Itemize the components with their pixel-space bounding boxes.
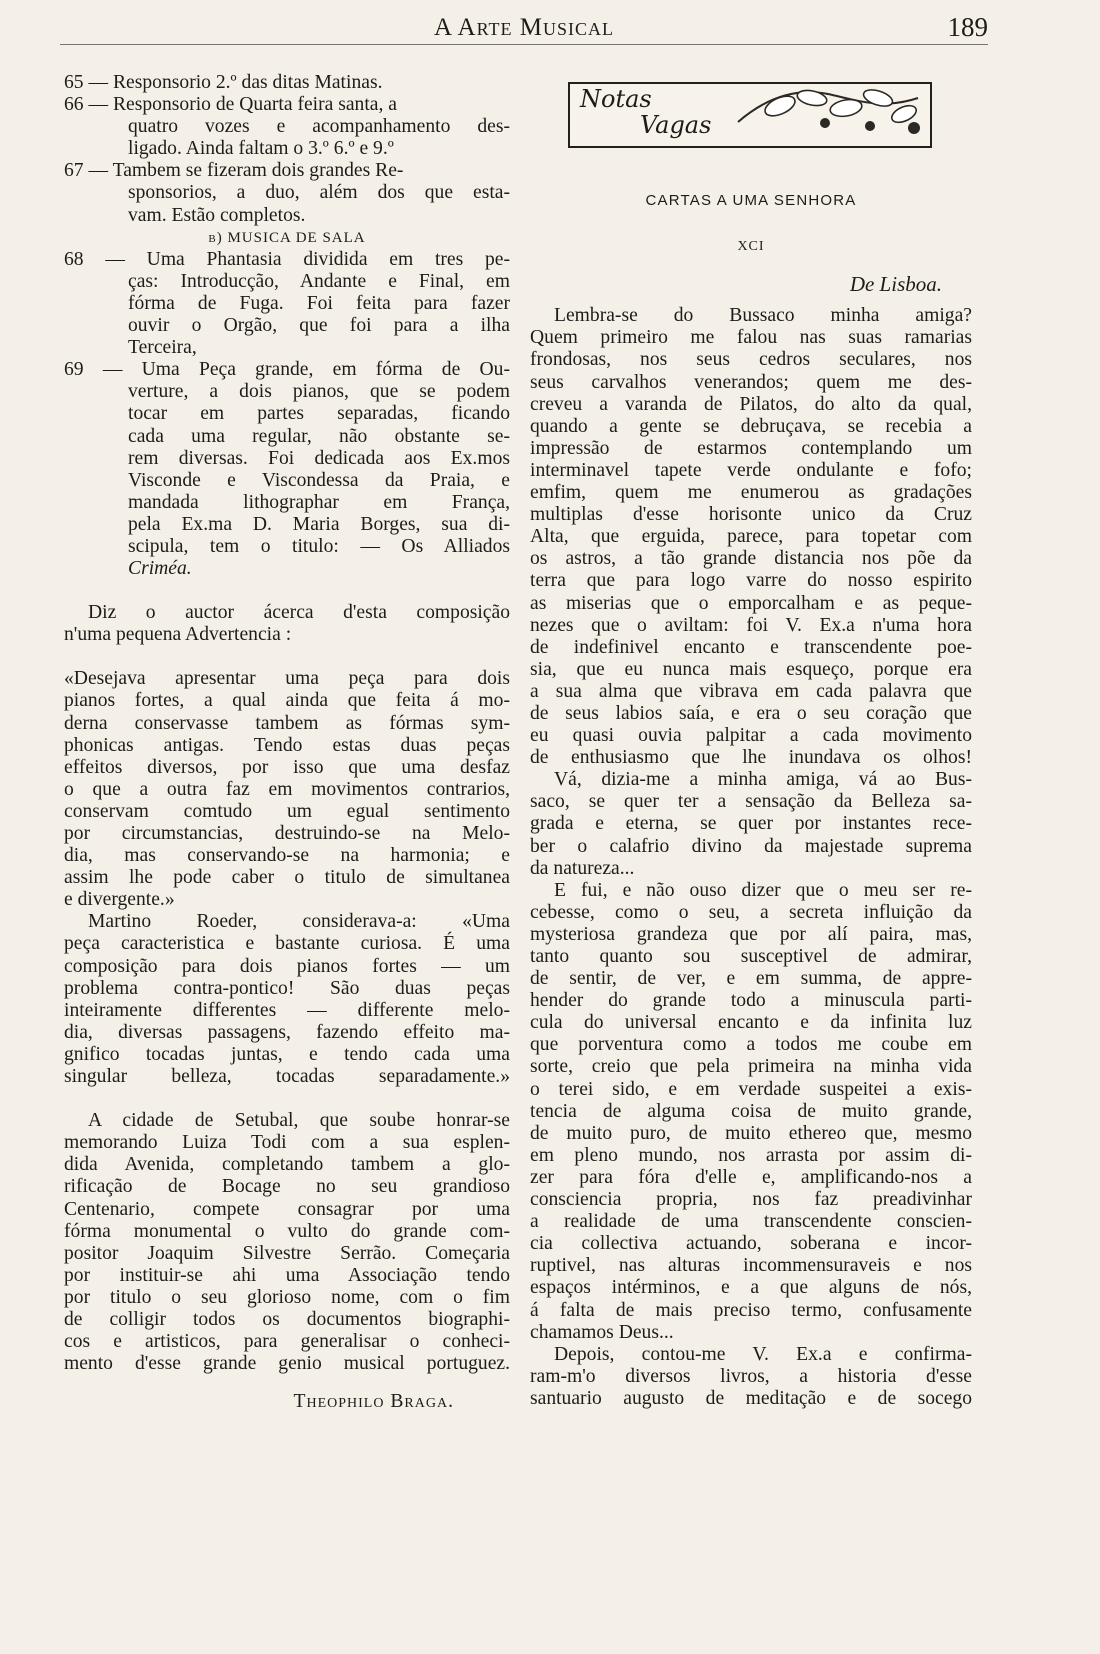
running-head xyxy=(60,8,988,45)
quote-line: inteiramente differentes — differente melo- xyxy=(64,999,510,1021)
letter-line: hender do grande todo a minuscula parti- xyxy=(530,990,972,1012)
quote-line: derna conservasse tambem as fórmas sym- xyxy=(64,712,510,734)
list-entry-67-cont: sponsorios, a duo, além dos que esta- xyxy=(128,182,510,204)
letter-line: consciencia propria, nos faz preadivinhar xyxy=(530,1189,972,1211)
letter-line: espaços intérminos, e a que alguns de nós, xyxy=(530,1277,972,1299)
list-entry-67: 67 — Tambem se fizeram dois grandes Re- xyxy=(64,160,404,182)
paragraph-line: mento d'esse grande genio musical portuguez. xyxy=(64,1353,510,1375)
dateline: De Lisboa. xyxy=(849,272,942,297)
spacer xyxy=(64,1088,510,1110)
letter-line: terra que para logo varre do nosso espirito xyxy=(530,570,972,592)
section-title: CARTAS A UMA SENHORA xyxy=(645,192,857,209)
letter-line: Alta, que erguida, parece, para topetar com xyxy=(530,526,972,548)
letter-line: á falta de mais preciso termo, confusamente xyxy=(530,1299,972,1321)
paragraph-line: dida Avenida, completando tambem a glo- xyxy=(64,1154,510,1176)
paragraph-line: rificação de Bocage no seu grandioso xyxy=(64,1176,510,1198)
letter-line: grada e eterna, se quer por instantes rece- xyxy=(530,813,972,835)
section-number: XCI xyxy=(737,239,765,255)
list-entry-66-cont: quatro vozes e acompanhamento des- xyxy=(128,116,510,138)
running-title: A Arte Musical xyxy=(434,14,614,41)
list-entry-66-cont: ligado. Ainda faltam o 3.º 6.º e 9.º xyxy=(128,138,394,160)
letter-line: cia collectiva actuando, soberana e incor- xyxy=(530,1233,972,1255)
letter-line: cula do universal encanto e da infinita luz xyxy=(530,1012,972,1034)
list-entry-68: 68 — Uma Phantasia dividida em tres pe- xyxy=(64,248,510,270)
letter-line: chamamos Deus... xyxy=(530,1321,674,1343)
list-entry-65: 65 — Responsorio 2.º das ditas Matinas. xyxy=(64,72,383,93)
paragraph-line: n'uma pequena Advertencia : xyxy=(64,624,292,646)
quote-line: Martino Roeder, considerava-a: «Uma xyxy=(88,911,510,933)
quote-line: problema contra-pontico! São duas peças xyxy=(64,977,510,999)
paragraph-line: por titulo o seu glorioso nome, com o fim xyxy=(64,1286,510,1308)
paragraph-line: Centenario, compete consagrar por uma xyxy=(64,1198,510,1220)
list-entry-69-cont: Visconde e Viscondessa da Praia, e xyxy=(128,469,510,491)
letter-line: de seus labios saía, e era o seu coração que xyxy=(530,702,972,724)
spacer xyxy=(64,646,510,668)
letter-line: cebesse, como o seu, a secreta influição da xyxy=(530,901,972,923)
letter-line: de enthusiasmo que lhe inundava os olhos! xyxy=(530,747,972,769)
notas-vagas-logo xyxy=(568,82,932,148)
paragraph-line: A cidade de Setubal, que soube honrar-se xyxy=(88,1110,510,1132)
letter-line: em pleno mundo, nos arrasta por assim di- xyxy=(530,1144,972,1166)
letter-line: sia, que eu nunca mais esqueço, porque era xyxy=(530,658,972,680)
letter-line: sorte, creio que pela primeira na minha vida xyxy=(530,1056,972,1078)
letter-line: quando a gente se debruçava, se recebia a xyxy=(530,415,972,437)
list-entry-68-cont: Terceira, xyxy=(128,337,197,359)
letter-line: ruptivel, nas alturas incommensuraveis e nos xyxy=(530,1255,972,1277)
letter-line: as miserias que o emporcalham e as peque- xyxy=(530,592,972,614)
list-entry-69-cont: pela Ex.ma D. Maria Borges, sua di- xyxy=(128,513,510,535)
quote-line: composição para dois pianos fortes — um xyxy=(64,955,510,977)
paragraph-line: por instituir-se ahi uma Associação tendo xyxy=(64,1264,510,1286)
list-entry-69: 69 — Uma Peça grande, em fórma de Ou- xyxy=(64,359,510,381)
letter-line: Quem primeiro me falou nas suas ramarias xyxy=(530,327,972,349)
list-entry-69-cont: verture, a dois pianos, que se podem xyxy=(128,381,510,403)
letter-line: zer para fóra d'elle e, amplificando-nos a xyxy=(530,1166,972,1188)
list-entry-69-cont: mandada lithographar em França, xyxy=(128,491,510,513)
paragraph-line: Diz o auctor ácerca d'esta composição xyxy=(88,602,510,624)
letter-line: saco, se quer ter a sensação da Belleza sa- xyxy=(530,791,972,813)
quote-line: pianos fortes, a qual ainda que feita á mo- xyxy=(64,690,510,712)
quote-line: por circumstancias, destruindo-se na Melo- xyxy=(64,823,510,844)
list-entry-69-cont: tocar em partes separadas, ficando xyxy=(128,403,510,425)
list-entry-69-cont: rem diversas. Foi dedicada aos Ex.mos xyxy=(128,447,510,469)
letter-line: ram-m'o diversos livros, a historia d'esse xyxy=(530,1365,972,1387)
letter-line: Depois, contou-me V. Ex.a e confirma- xyxy=(554,1343,972,1365)
letter-line: emfim, quem me enumerou as gradações xyxy=(530,482,972,504)
letter-line: de indefinivel encanto e transcendente poe- xyxy=(530,636,972,658)
paragraph-line: fórma monumental o vulto do grande com- xyxy=(64,1220,510,1242)
logo-word-vagas: Vagas xyxy=(640,111,712,139)
author-signature: Theophilo Braga. xyxy=(293,1391,454,1413)
list-entry-66: 66 — Responsorio de Quarta feira santa, a xyxy=(64,94,397,116)
letter-line: de sentir, de ver, e em summa, de appre- xyxy=(530,968,972,990)
letter-line: interminavel tapete verde ondulante e fofo; xyxy=(530,459,972,481)
paragraph-line: de colligir todos os documentos biographi- xyxy=(64,1308,510,1330)
letter-line: Vá, dizia-me a minha amiga, vá ao Bus- xyxy=(554,769,972,791)
letter-line: o terei sido, e em verdade suspeitei a exis- xyxy=(530,1078,972,1100)
letter-line: mysteriosa grandeza que por alí paira, mas, xyxy=(530,923,972,945)
right-column xyxy=(530,72,972,1410)
spacer xyxy=(64,580,510,602)
letter-line: multiplas d'esse horisonte unico da Cruz xyxy=(530,504,972,526)
letter-line: de muito puro, de muito ethereo que, mesmo xyxy=(530,1122,972,1144)
list-entry-69-cont: cada uma regular, não obstante se- xyxy=(128,425,510,447)
list-entry-68-cont: ouvir o Orgão, que foi para a ilha xyxy=(128,315,510,337)
quote-line: gnifico tocadas juntas, e tendo cada uma xyxy=(64,1043,510,1065)
page-number: 189 xyxy=(947,12,988,42)
list-entry-68-cont: ças: Introducção, Andante e Final, em xyxy=(128,270,510,292)
letter-line: nezes que o aviltam: foi V. Ex.a n'uma hora xyxy=(530,614,972,636)
quote-line: effeitos diversos, por isso que uma desfaz xyxy=(64,756,510,778)
letter-line: seus carvalhos venerandos; quem me des- xyxy=(530,371,972,393)
paragraph-line: cos e artisticos, para generalisar o conheci- xyxy=(64,1331,510,1353)
letter-line: os astros, a tão grande distancia nos põe da xyxy=(530,548,972,570)
quote-line: dia, diversas passagens, fazendo effeito ma- xyxy=(64,1021,510,1043)
letter-line: eu quasi ouvia palpitar a cada movimento xyxy=(530,725,972,747)
quote-line: peça caracteristica e bastante curiosa. É uma xyxy=(64,933,510,955)
quote-line: conservam comtudo um egual sentimento xyxy=(64,800,510,822)
logo-word-notas: Notas xyxy=(580,85,652,113)
quote-line: «Desejava apresentar uma peça para dois xyxy=(64,668,510,690)
paragraph-line: positor Joaquim Silvestre Serrão. Começaria xyxy=(64,1242,510,1264)
quote-line: dia, mas conservando-se na harmonia; e xyxy=(64,845,510,867)
letter-line: a sua alma que vibrava em cada palavra que xyxy=(530,680,972,702)
list-entry-69-cont: Criméa. xyxy=(128,558,192,580)
list-entry-69-cont: scipula, tem o titulo: — Os Alliados xyxy=(128,535,510,557)
quote-line: assim lhe pode caber o titulo de simultanea xyxy=(64,867,510,889)
letter-line: E fui, e não ouso dizer que o meu ser re- xyxy=(554,879,972,901)
letter-line: tencia de alguma coisa de muito grande, xyxy=(530,1100,972,1122)
quote-line: e divergente.» xyxy=(64,889,175,911)
letter-line: Lembra-se do Bussaco minha amiga? xyxy=(554,305,972,327)
list-entry-67-cont: vam. Estão completos. xyxy=(128,204,306,226)
letter-line: impressão de estarmos contemplando um xyxy=(530,437,972,459)
letter-body xyxy=(530,305,972,1410)
quote-line: singular belleza, tocadas separadamente.» xyxy=(64,1066,510,1088)
letter-line: tanto quanto sou susceptivel de admirar, xyxy=(530,946,972,967)
list-entry-68-cont: fórma de Fuga. Foi feita para fazer xyxy=(128,292,510,314)
letter-line: frondosas, nos seus cedros seculares, nos xyxy=(530,349,972,371)
left-column xyxy=(64,72,510,1413)
letter-line: a realidade de uma transcendente conscien- xyxy=(530,1211,972,1233)
paragraph-line: memorando Luiza Todi com a sua esplen- xyxy=(64,1132,510,1154)
quote-line: o que a outra faz em movimentos contrarios, xyxy=(64,778,510,800)
quote-line: phonicas antigas. Tendo estas duas peças xyxy=(64,734,510,756)
letter-line: creveu a varanda de Pilatos, do alto da qual, xyxy=(530,393,972,415)
letter-line: da natureza... xyxy=(530,857,635,879)
letter-line: santuario augusto de meditação e de socego xyxy=(530,1387,972,1409)
letter-line: que porventura como a todos me coube em xyxy=(530,1034,972,1056)
subheading: b) MUSICA DE SALA xyxy=(208,229,366,246)
leaves-ornament-icon xyxy=(728,80,928,146)
letter-line: ber o calafrio divino da majestade suprema xyxy=(530,835,972,857)
